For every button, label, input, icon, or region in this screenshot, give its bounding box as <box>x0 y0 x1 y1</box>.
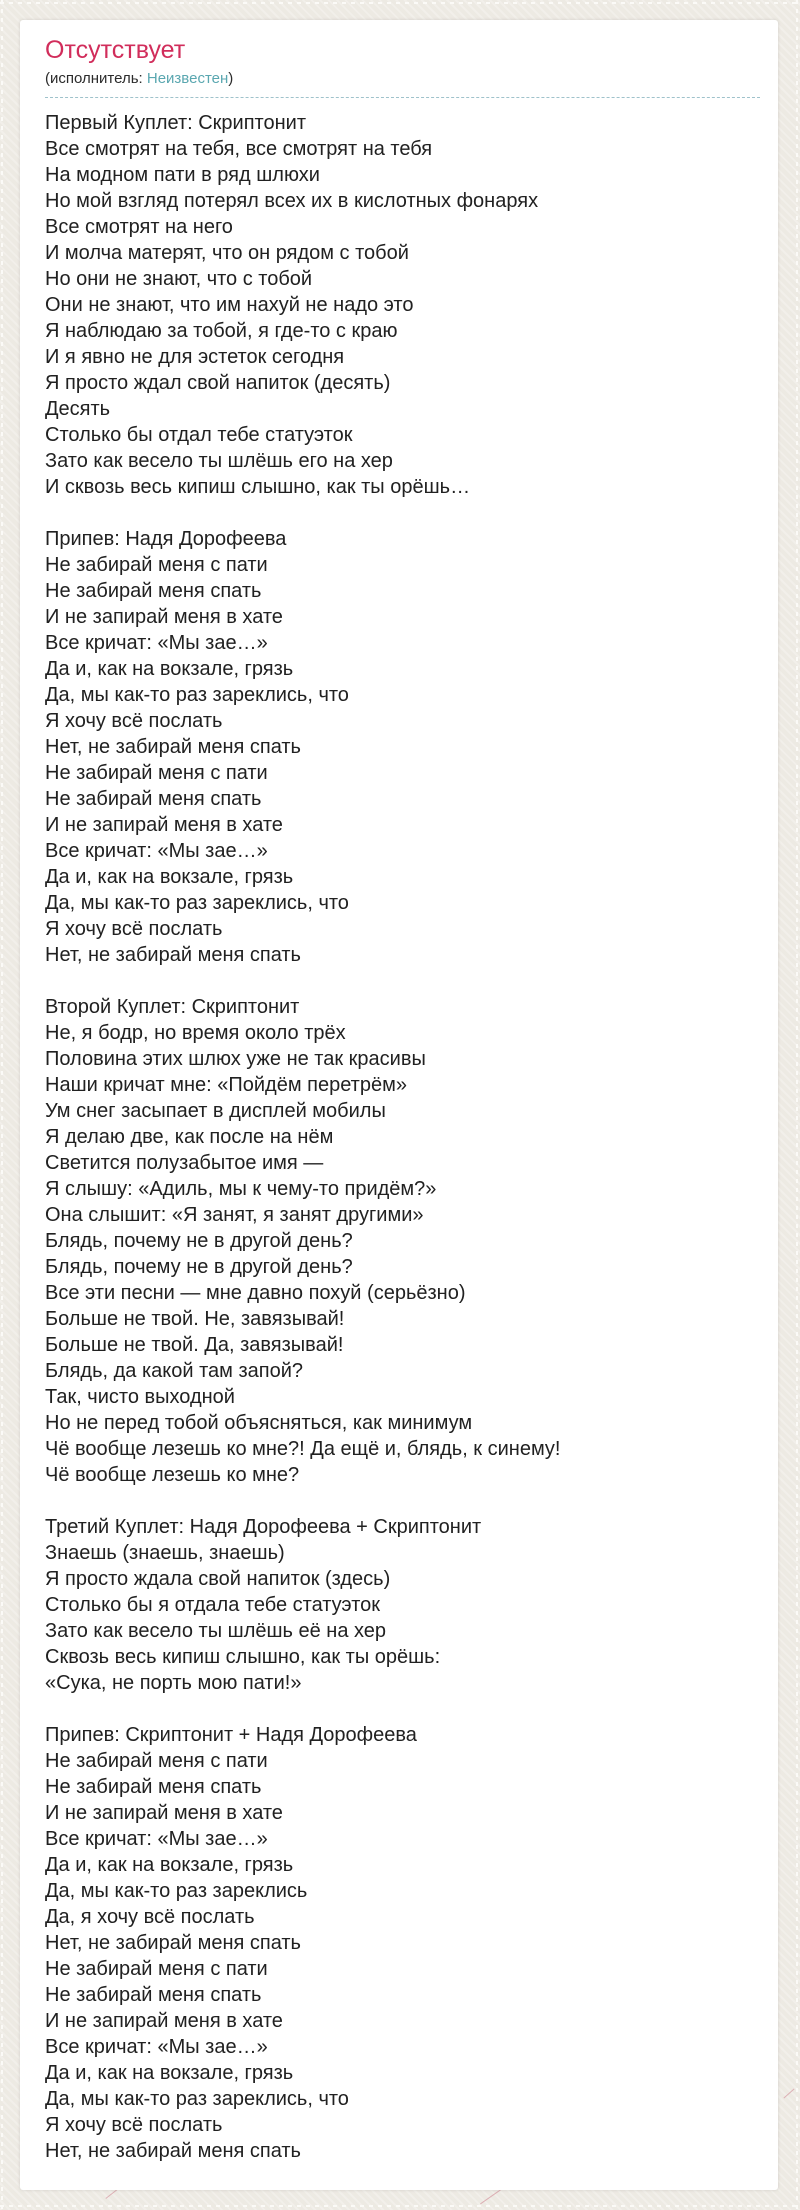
lyrics-line: Наши кричат мне: «Пойдём перетрём» <box>45 1074 407 1096</box>
lyrics-line: Да, мы как-то раз зареклись <box>45 1880 308 1902</box>
lyrics-line: Да и, как на вокзале, грязь <box>45 2062 294 2084</box>
lyrics-line: Я хочу всё послать <box>45 710 223 732</box>
lyrics-line: Все кричат: «Мы зае…» <box>45 632 268 654</box>
artist-line <box>45 69 760 98</box>
lyrics-line: Но мой взгляд потерял всех их в кислотных фонарях <box>45 190 539 212</box>
lyrics-line: Нет, не забирай меня спать <box>45 736 301 758</box>
lyrics-line: Я просто ждала свой напиток (здесь) <box>45 1568 391 1590</box>
lyrics-line: Все кричат: «Мы зае…» <box>45 840 268 862</box>
lyrics-line: Припев: Надя Дорофеева <box>45 528 287 550</box>
lyrics-line: Я делаю две, как после на нём <box>45 1126 334 1148</box>
artist-prefix-label: (исполнитель: <box>45 70 147 87</box>
lyrics-line: Блядь, почему не в другой день? <box>45 1230 353 1252</box>
lyrics-line: Больше не твой. Да, завязывай! <box>45 1334 344 1356</box>
lyrics-line: Они не знают, что им нахуй не надо это <box>45 294 414 316</box>
lyrics-line: Сквозь весь кипиш слышно, как ты орёшь: <box>45 1646 441 1668</box>
lyrics-line: Нет, не забирай меня спать <box>45 944 301 966</box>
artist-link[interactable]: Неизвестен <box>146 70 229 87</box>
lyrics-line: Не забирай меня с пати <box>45 1750 268 1772</box>
lyrics-line: Столько бы я отдала тебе статуэток <box>45 1594 380 1616</box>
stanza <box>45 110 760 500</box>
lyrics-line: Знаешь (знаешь, знаешь) <box>45 1542 285 1564</box>
lyrics-line: И сквозь весь кипиш слышно, как ты орёшь… <box>45 476 471 498</box>
lyrics-line: Не забирай меня с пати <box>45 762 268 784</box>
lyrics-line: Нет, не забирай меня спать <box>45 1932 301 1954</box>
lyrics-line: Не забирай меня с пати <box>45 554 268 576</box>
lyrics-line: На модном пати в ряд шлюхи <box>45 164 320 186</box>
lyrics-line: Столько бы отдал тебе статуэток <box>45 424 353 446</box>
lyrics-line: Светится полузабытое имя — <box>45 1152 324 1174</box>
texture-scratch <box>783 2088 794 2098</box>
lyrics-line: Да, мы как-то раз зареклись, что <box>45 892 349 914</box>
lyrics-line: Больше не твой. Не, завязывай! <box>45 1308 345 1330</box>
artist-suffix-label: ) <box>228 70 234 87</box>
stanza <box>45 1514 760 1696</box>
lyrics-line: Но они не знают, что с тобой <box>45 268 313 290</box>
lyrics-line: Зато как весело ты шлёшь его на хер <box>45 450 393 472</box>
lyrics-line: Третий Куплет: Надя Дорофеева + Скриптонит <box>45 1516 482 1538</box>
page-edge-dots-top <box>0 2 800 4</box>
lyrics-line: Да, я хочу всё послать <box>45 1906 255 1928</box>
lyrics-line: Все кричат: «Мы зае…» <box>45 1828 268 1850</box>
lyrics-line: Не забирай меня спать <box>45 788 262 810</box>
lyrics-line: Второй Куплет: Скриптонит <box>45 996 300 1018</box>
lyrics-line: Все смотрят на него <box>45 216 233 238</box>
lyrics-line: Я слышу: «Адиль, мы к чему-то придём?» <box>45 1178 437 1200</box>
lyrics-line: Да, мы как-то раз зареклись, что <box>45 2088 349 2110</box>
stanza <box>45 994 760 1488</box>
lyrics-line: Первый Куплет: Скриптонит <box>45 112 306 134</box>
lyrics-line: Блядь, почему не в другой день? <box>45 1256 353 1278</box>
stanza <box>45 1722 760 2164</box>
lyrics-line: Все смотрят на тебя, все смотрят на тебя <box>45 138 433 160</box>
lyrics-text <box>45 110 760 2164</box>
lyrics-line: Да и, как на вокзале, грязь <box>45 1854 294 1876</box>
lyrics-line: Да и, как на вокзале, грязь <box>45 866 294 888</box>
lyrics-line: Чё вообще лезешь ко мне? <box>45 1464 300 1486</box>
lyrics-line: Она слышит: «Я занят, я занят другими» <box>45 1204 424 1226</box>
lyrics-line: Я хочу всё послать <box>45 918 223 940</box>
lyrics-line: Блядь, да какой там запой? <box>45 1360 303 1382</box>
lyrics-line: И молча матерят, что он рядом с тобой <box>45 242 409 264</box>
page-edge-dots-left <box>1 0 3 2210</box>
lyrics-line: Не забирай меня с пати <box>45 1958 268 1980</box>
lyrics-line: Да, мы как-то раз зареклись, что <box>45 684 349 706</box>
lyrics-line: Не забирай меня спать <box>45 1984 262 2006</box>
lyrics-line: Да и, как на вокзале, грязь <box>45 658 294 680</box>
lyrics-line: Нет, не забирай меня спать <box>45 2140 301 2162</box>
lyrics-line: Я хочу всё послать <box>45 2114 223 2136</box>
lyrics-line: Так, чисто выходной <box>45 1386 235 1408</box>
lyrics-line: И я явно не для эстеток сегодня <box>45 346 345 368</box>
texture-scratch <box>480 2189 502 2205</box>
lyrics-line: Я наблюдаю за тобой, я где-то с краю <box>45 320 398 342</box>
lyrics-line: И не запирай меня в хате <box>45 2010 283 2032</box>
lyrics-line: Ум снег засыпает в дисплей мобилы <box>45 1100 386 1122</box>
lyrics-line: «Сука, не порть мою пати!» <box>45 1672 302 1694</box>
lyrics-line: Не забирай меня спать <box>45 580 262 602</box>
lyrics-card <box>20 20 778 2190</box>
page-edge-dots-bottom <box>0 2205 800 2207</box>
page-edge-dots-right <box>796 0 798 2210</box>
page-title: Отсутствует <box>45 36 186 64</box>
lyrics-line: И не запирай меня в хате <box>45 606 283 628</box>
lyrics-line: Десять <box>45 398 111 420</box>
lyrics-line: Припев: Скриптонит + Надя Дорофеева <box>45 1724 417 1746</box>
lyrics-line: Но не перед тобой объясняться, как минимум <box>45 1412 473 1434</box>
lyrics-line: Чё вообще лезешь ко мне?! Да ещё и, блядь, к синему! <box>45 1438 561 1460</box>
lyrics-line: Зато как весело ты шлёшь её на хер <box>45 1620 387 1642</box>
lyrics-line: И не запирай меня в хате <box>45 814 283 836</box>
lyrics-line: Не, я бодр, но время около трёх <box>45 1022 346 1044</box>
lyrics-line: Не забирай меня спать <box>45 1776 262 1798</box>
lyrics-line: Половина этих шлюх уже не так красивы <box>45 1048 426 1070</box>
lyrics-line: Я просто ждал свой напиток (десять) <box>45 372 391 394</box>
lyrics-line: Все кричат: «Мы зае…» <box>45 2036 268 2058</box>
lyrics-line: И не запирай меня в хате <box>45 1802 283 1824</box>
stanza <box>45 526 760 968</box>
lyrics-line: Все эти песни — мне давно похуй (серьёзно) <box>45 1282 466 1304</box>
